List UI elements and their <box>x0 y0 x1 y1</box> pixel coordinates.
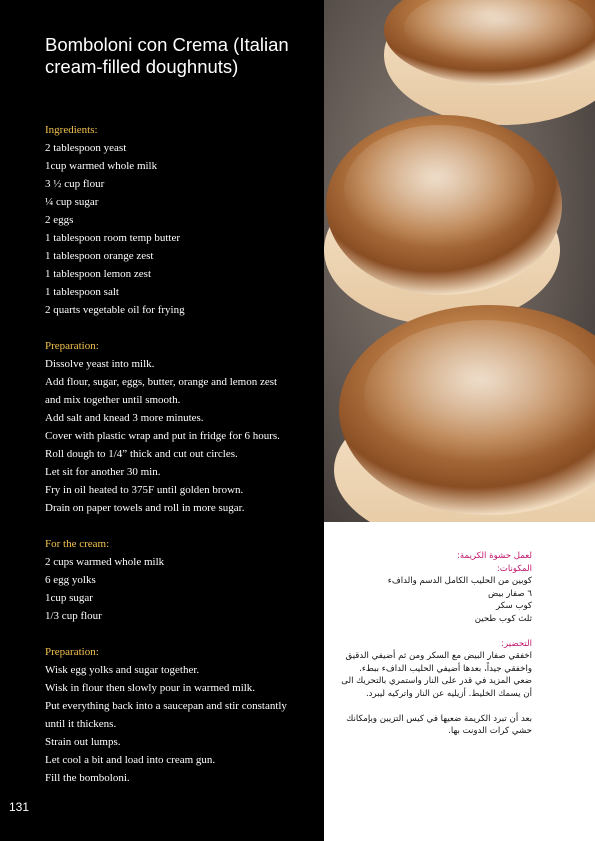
ingredient-item: 2 tablespoon yeast <box>45 142 127 154</box>
cream-preparation-step: Let cool a bit and load into cream gun. <box>45 754 216 766</box>
ingredient-item: 1 tablespoon lemon zest <box>45 268 152 280</box>
arabic-closing-line: بعد أن تبرد الكريمة ضعيها في كيس التزيين وبإمكانك <box>346 713 532 724</box>
arabic-ingredient-item: كوب سكر <box>495 601 532 612</box>
cream-preparation-step: Fill the bomboloni. <box>45 772 130 784</box>
cream-ingredient-item: 1cup sugar <box>45 592 93 604</box>
cream-heading: For the cream: <box>45 538 110 550</box>
preparation-step: Fry in oil heated to 375F until golden brown. <box>45 484 244 496</box>
arabic-ingredient-item: كوبين من الحليب الكامل الدسم والدافء <box>387 576 532 587</box>
ingredient-item: 1cup warmed whole milk <box>45 160 158 172</box>
arabic-title: لعمل حشوة الكريمة: <box>457 551 532 561</box>
cream-preparation-step: Wisk in flour then slowly pour in warmed milk. <box>45 682 256 694</box>
cream-ingredient-item: 2 cups warmed whole milk <box>45 556 165 568</box>
preparation-step: Roll dough to 1/4” thick and cut out circles. <box>45 448 238 460</box>
preparation-step: Drain on paper towels and roll in more sugar. <box>45 502 245 514</box>
ingredient-item: 1 tablespoon salt <box>45 286 119 298</box>
cream-ingredient-item: 1/3 cup flour <box>45 610 102 622</box>
ingredient-item: 3 ½ cup flour <box>45 178 105 190</box>
arabic-preparation-line: واخفقي جيداً، بعدها أضيفي الحليب الدافء ببطء. <box>359 663 532 674</box>
arabic-ingredient-item: ٦ صفار بيض <box>487 588 532 599</box>
cream-preparation-heading: Preparation: <box>45 646 99 658</box>
recipe-title: Bomboloni con Crema (Italian cream-filled doughnuts) <box>45 34 289 77</box>
preparation-step: Add salt and knead 3 more minutes. <box>45 412 204 424</box>
cream-ingredient-item: 6 egg yolks <box>45 574 96 586</box>
ingredients-heading: Ingredients: <box>45 124 98 136</box>
arabic-ingredient-item: ثلث كوب طحين <box>474 613 532 624</box>
cream-preparation-step: Wisk egg yolks and sugar together. <box>45 664 200 676</box>
cream-section <box>45 535 320 625</box>
cream-preparation-step: Put everything back into a saucepan and stir constantly <box>45 700 287 712</box>
preparation-step: Let sit for another 30 min. <box>45 466 161 478</box>
arabic-closing-line: حشي كرات الدونت بها. <box>448 726 532 737</box>
ingredient-item: 1 tablespoon orange zest <box>45 250 154 262</box>
cream-preparation-step: until it thickens. <box>45 718 117 730</box>
preparation-heading: Preparation: <box>45 340 99 352</box>
preparation-step: Add flour, sugar, eggs, butter, orange and lemon zest <box>45 376 278 388</box>
preparation-step: Dissolve yeast into milk. <box>45 358 155 370</box>
cream-preparation-step: Strain out lumps. <box>45 736 121 748</box>
page-number: 131 <box>9 800 30 814</box>
preparation-step: and mix together until smooth. <box>45 394 181 406</box>
ingredients-section <box>45 121 320 319</box>
arabic-preparation-line: أن يسمك الخليط. أزيليه عن النار واتركيه ليبرد. <box>365 688 532 699</box>
preparation-step: Cover with plastic wrap and put in fridge for 6 hours. <box>45 430 280 442</box>
preparation-section <box>45 337 320 517</box>
ingredient-item: 2 eggs <box>45 214 74 226</box>
ingredient-item: 2 quarts vegetable oil for frying <box>45 304 185 316</box>
arabic-preparation-heading: التحضير: <box>501 638 532 649</box>
arabic-preparation-line: اخفقي صفار البيض مع السكر ومن ثم أضيفي الدقيق <box>345 651 532 662</box>
cream-preparation-section <box>45 643 320 787</box>
arabic-preparation-line: ضعي المزيد في قدر على النار واستمري بالتحريك الى <box>341 676 532 687</box>
spacer <box>326 626 532 638</box>
spacer <box>326 701 532 713</box>
ingredient-item: 1 tablespoon room temp butter <box>45 232 181 244</box>
ingredient-item: ¼ cup sugar <box>45 196 99 208</box>
arabic-recipe-section <box>326 550 532 738</box>
doughnut-photo <box>324 0 595 522</box>
arabic-ingredients-heading: المكونات: <box>496 563 532 574</box>
